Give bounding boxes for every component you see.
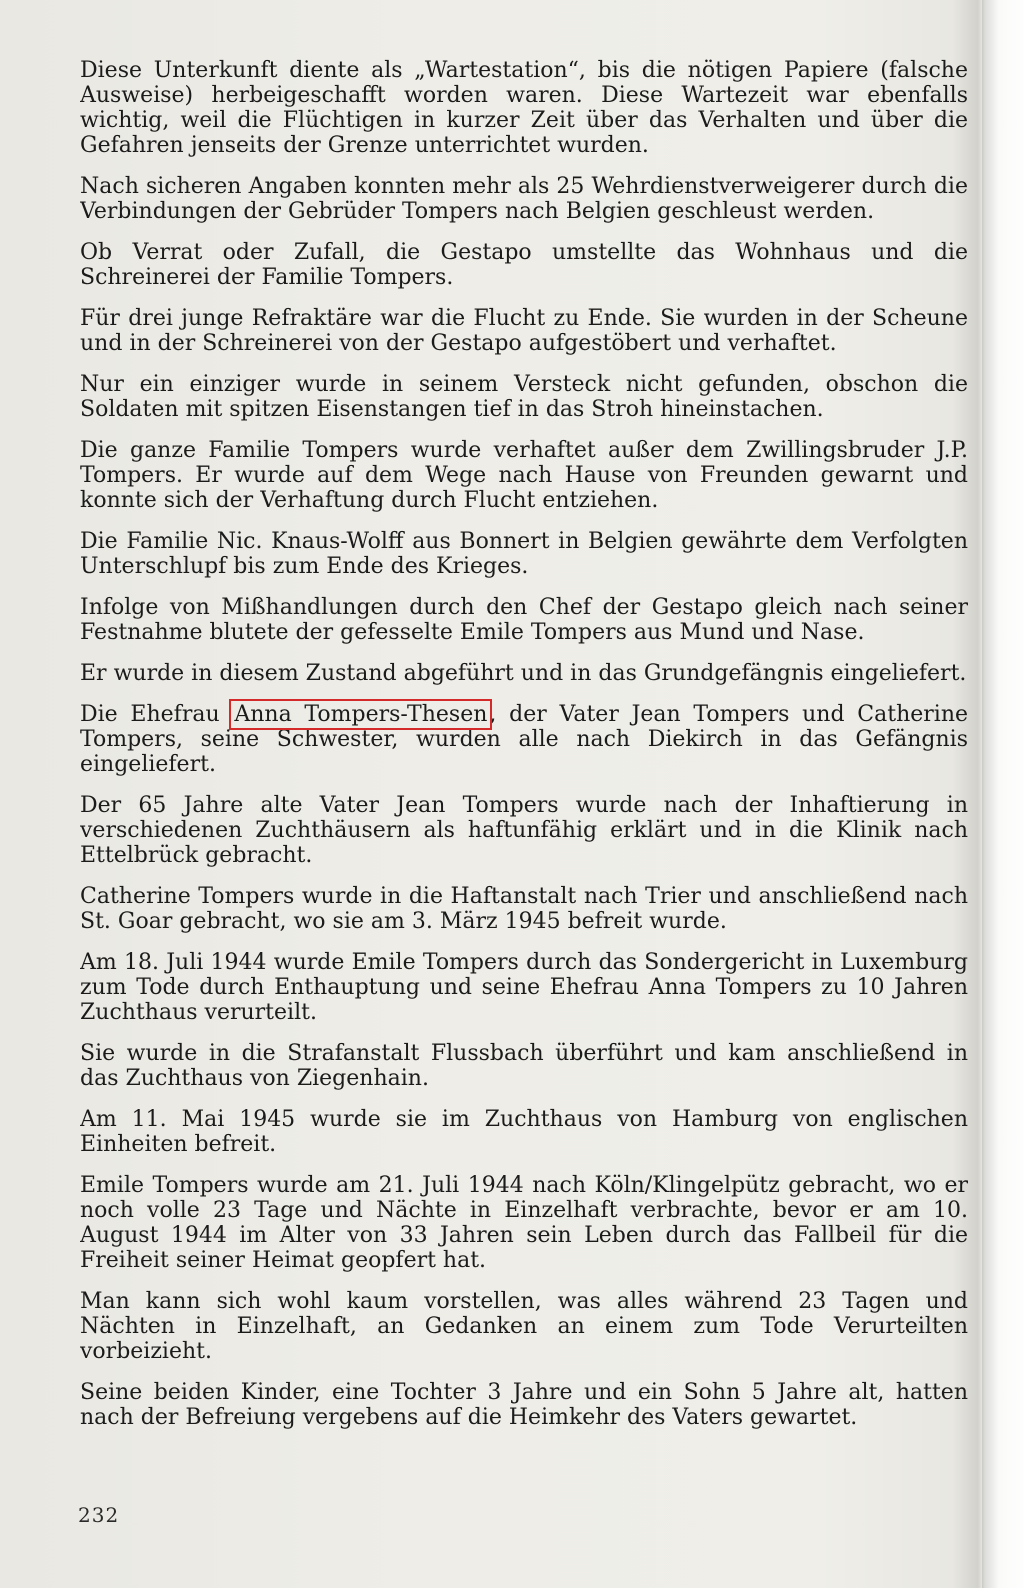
paragraph-9: Er wurde in diesem Zustand abgeführt und in das Grundgefängnis eingeliefert. bbox=[80, 661, 967, 686]
paragraph-7: Die Familie Nic. Knaus-Wolff aus Bonnert in Belgien gewährte dem Verfolgten Unterschlupf bis zum Ende des Krieges. bbox=[80, 529, 968, 579]
paragraph-11: Der 65 Jahre alte Vater Jean Tompers wurde nach der Inhaftierung in verschiedenen Zuchthäusern als haftunfähig erklärt und in die Klinik nach Ettelbrück gebracht. bbox=[80, 793, 968, 868]
page-number: 232 bbox=[78, 1503, 120, 1527]
paragraph-4: Für drei junge Refraktäre war die Flucht zu Ende. Sie wurden in der Scheune und in der Schreinerei von der Gestapo aufgestöbert und verhaftet. bbox=[80, 306, 968, 356]
paragraph-14: Sie wurde in die Strafanstalt Flussbach überführt und kam anschließend in das Zuchthaus von Ziegenhain. bbox=[80, 1041, 968, 1091]
paragraph-13: Am 18. Juli 1944 wurde Emile Tompers durch das Sondergericht in Luxemburg zum Tode durch Enthauptung und seine Ehefrau Anna Tompers zu 10 Jahren Zuchthaus verurteilt. bbox=[80, 950, 968, 1025]
paragraph-17: Man kann sich wohl kaum vorstellen, was alles während 23 Tagen und Nächten in Einzelhaft, an Gedanken an einem zum Tode Verurteilten vorbeizieht. bbox=[80, 1289, 968, 1364]
paragraph-highlighted bbox=[80, 702, 968, 777]
paragraph-1: Diese Unterkunft diente als „Wartestation“, bis die nötigen Papiere (falsche Ausweise) herbeigeschafft worden waren. Diese Wartezeit war ebenfalls wichtig, weil die Flüchtigen in kurzer Zeit über das Verhalten und über die Gefahren jenseits der Grenze unterrichtet wurden. bbox=[80, 58, 968, 158]
paragraph-12: Catherine Tompers wurde in die Haftanstalt nach Trier und anschließend nach St. Goar gebracht, wo sie am 3. März 1945 befreit wurde. bbox=[80, 884, 968, 934]
book-gutter-shadow bbox=[982, 0, 1024, 1588]
paragraph-6: Die ganze Familie Tompers wurde verhaftet außer dem Zwillingsbruder J.P. Tompers. Er wurde auf dem Wege nach Hause von Freunden gewarnt und konnte sich der Verhaftung durch Flucht entziehen. bbox=[80, 438, 968, 513]
highlight-before-text: Die Ehefrau bbox=[80, 702, 233, 727]
paragraph-3: Ob Verrat oder Zufall, die Gestapo umstellte das Wohnhaus und die Schreinerei der Familie Tompers. bbox=[80, 240, 968, 290]
highlighted-name-box: Anna Tompers-Thesen bbox=[234, 702, 488, 727]
paragraph-2: Nach sicheren Angaben konnten mehr als 25 Wehrdienstverweigerer durch die Verbindungen der Gebrüder Tompers nach Belgien geschleust werden. bbox=[80, 174, 968, 224]
paragraph-15: Am 11. Mai 1945 wurde sie im Zuchthaus von Hamburg von englischen Einheiten befreit. bbox=[80, 1107, 968, 1157]
paragraph-18: Seine beiden Kinder, eine Tochter 3 Jahre und ein Sohn 5 Jahre alt, hatten nach der Befreiung vergebens auf die Heimkehr des Vaters gewartet. bbox=[80, 1380, 968, 1430]
paragraph-8: Infolge von Mißhandlungen durch den Chef der Gestapo gleich nach seiner Festnahme blutete der gefesselte Emile Tompers aus Mund und Nase. bbox=[80, 595, 968, 645]
paragraph-16: Emile Tompers wurde am 21. Juli 1944 nach Köln/Klingelpütz gebracht, wo er noch volle 23 Tage und Nächte in Einzelhaft verbrachte, bevor er am 10. August 1944 im Alter von 33 Jahren sein Leben durch das Fallbeil für die Freiheit seiner Heimat geopfert hat. bbox=[80, 1173, 968, 1273]
body-text bbox=[80, 58, 968, 1446]
highlight-after-text: , der Vater Jean Tompers und Catherine Tompers, seine Schwester, wurden alle nach Diekirch in das Gefängnis eingeliefert. bbox=[80, 702, 968, 777]
paragraph-5: Nur ein einziger wurde in seinem Versteck nicht gefunden, obschon die Soldaten mit spitzen Eisenstangen tief in das Stroh hineinstachen. bbox=[80, 372, 968, 422]
